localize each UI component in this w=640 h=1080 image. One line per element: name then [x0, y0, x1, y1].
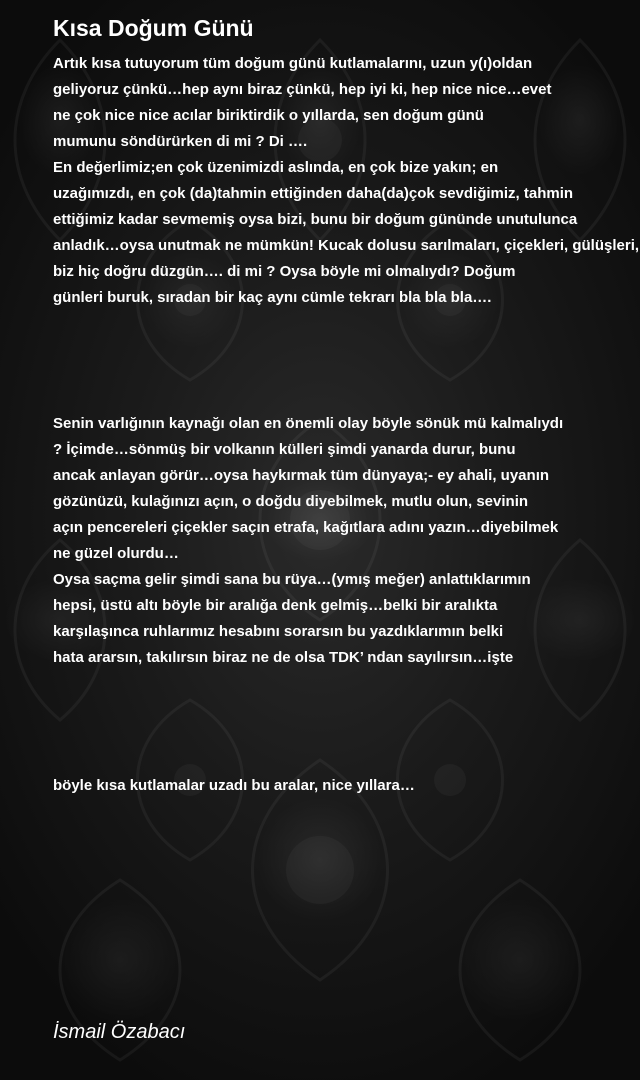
poem-line: karşılaşınca ruhlarımız hesabını sorarsın bu yazdıklarımın belki: [53, 623, 504, 640]
poem-title: Kısa Doğum Günü: [53, 15, 254, 41]
stanza-1: [53, 51, 639, 311]
poem-line: Senin varlığının kaynağı olan en önemli olay böyle sönük mü kalmalıydı: [53, 415, 564, 432]
poem-line: En değerlimiz;en çok üzenimizdi aslında, en çok bize yakın; en: [53, 159, 499, 176]
poem-line: biz hiç doğru düzgün…. di mi ? Oysa böyle mi olmalıydı? Doğum: [53, 263, 516, 280]
stanza-3: [53, 773, 415, 799]
poem-line: uzağımızdı, en çok (da)tahmin ettiğinden daha(da)çok sevdiğimiz, tahmin: [53, 185, 574, 202]
poem-line: günleri buruk, sıradan bir kaç aynı cümle tekrarı bla bla bla….: [53, 289, 492, 306]
poem-line: açın pencereleri çiçekler saçın etrafa, kağıtlara adını yazın…diyebilmek: [53, 519, 559, 536]
poem-line: gözünüzü, kulağınızı açın, o doğdu diyebilmek, mutlu olun, sevinin: [53, 493, 529, 510]
poem-line: ancak anlayan görür…oysa haykırmak tüm dünyaya;- ey ahali, uyanın: [53, 467, 550, 484]
poem-line: anladık…oysa unutmak ne mümkün! Kucak dolusu sarılmaları, çiçekleri, gülüşleri,: [53, 237, 640, 254]
poem-line: Oysa saçma gelir şimdi sana bu rüya…(ymış meğer) anlattıklarımın: [53, 571, 531, 588]
poem-line: hepsi, üstü altı böyle bir aralığa denk gelmiş…belki bir aralıkta: [53, 597, 498, 614]
poem-content: [53, 0, 640, 1080]
author-name: İsmail Özabacı: [53, 1021, 186, 1043]
poem-line: mumunu söndürürken di mi ? Di ….: [53, 133, 308, 150]
poem-line: ettiğimiz kadar sevmemiş oysa bizi, bunu bir doğum gününde unutulunca: [53, 211, 578, 228]
poem-line: böyle kısa kutlamalar uzadı bu aralar, nice yıllara…: [53, 777, 415, 794]
poem-line: ne güzel olurdu…: [53, 545, 179, 562]
poem-line: geliyoruz çünkü…hep aynı biraz çünkü, hep iyi ki, hep nice nice…evet: [53, 81, 552, 98]
stanza-2: [53, 411, 563, 671]
poem-line: ? İçimde…sönmüş bir volkanın külleri şimdi yanarda durur, bunu: [53, 441, 516, 458]
poem-line: ne çok nice nice acılar biriktirdik o yıllarda, sen doğum günü: [53, 107, 484, 124]
poem-line: Artık kısa tutuyorum tüm doğum günü kutlamalarını, uzun y(ı)oldan: [53, 55, 533, 72]
poem-line: hata ararsın, takılırsın biraz ne de olsa TDK’ ndan sayılırsın…işte: [53, 649, 514, 666]
